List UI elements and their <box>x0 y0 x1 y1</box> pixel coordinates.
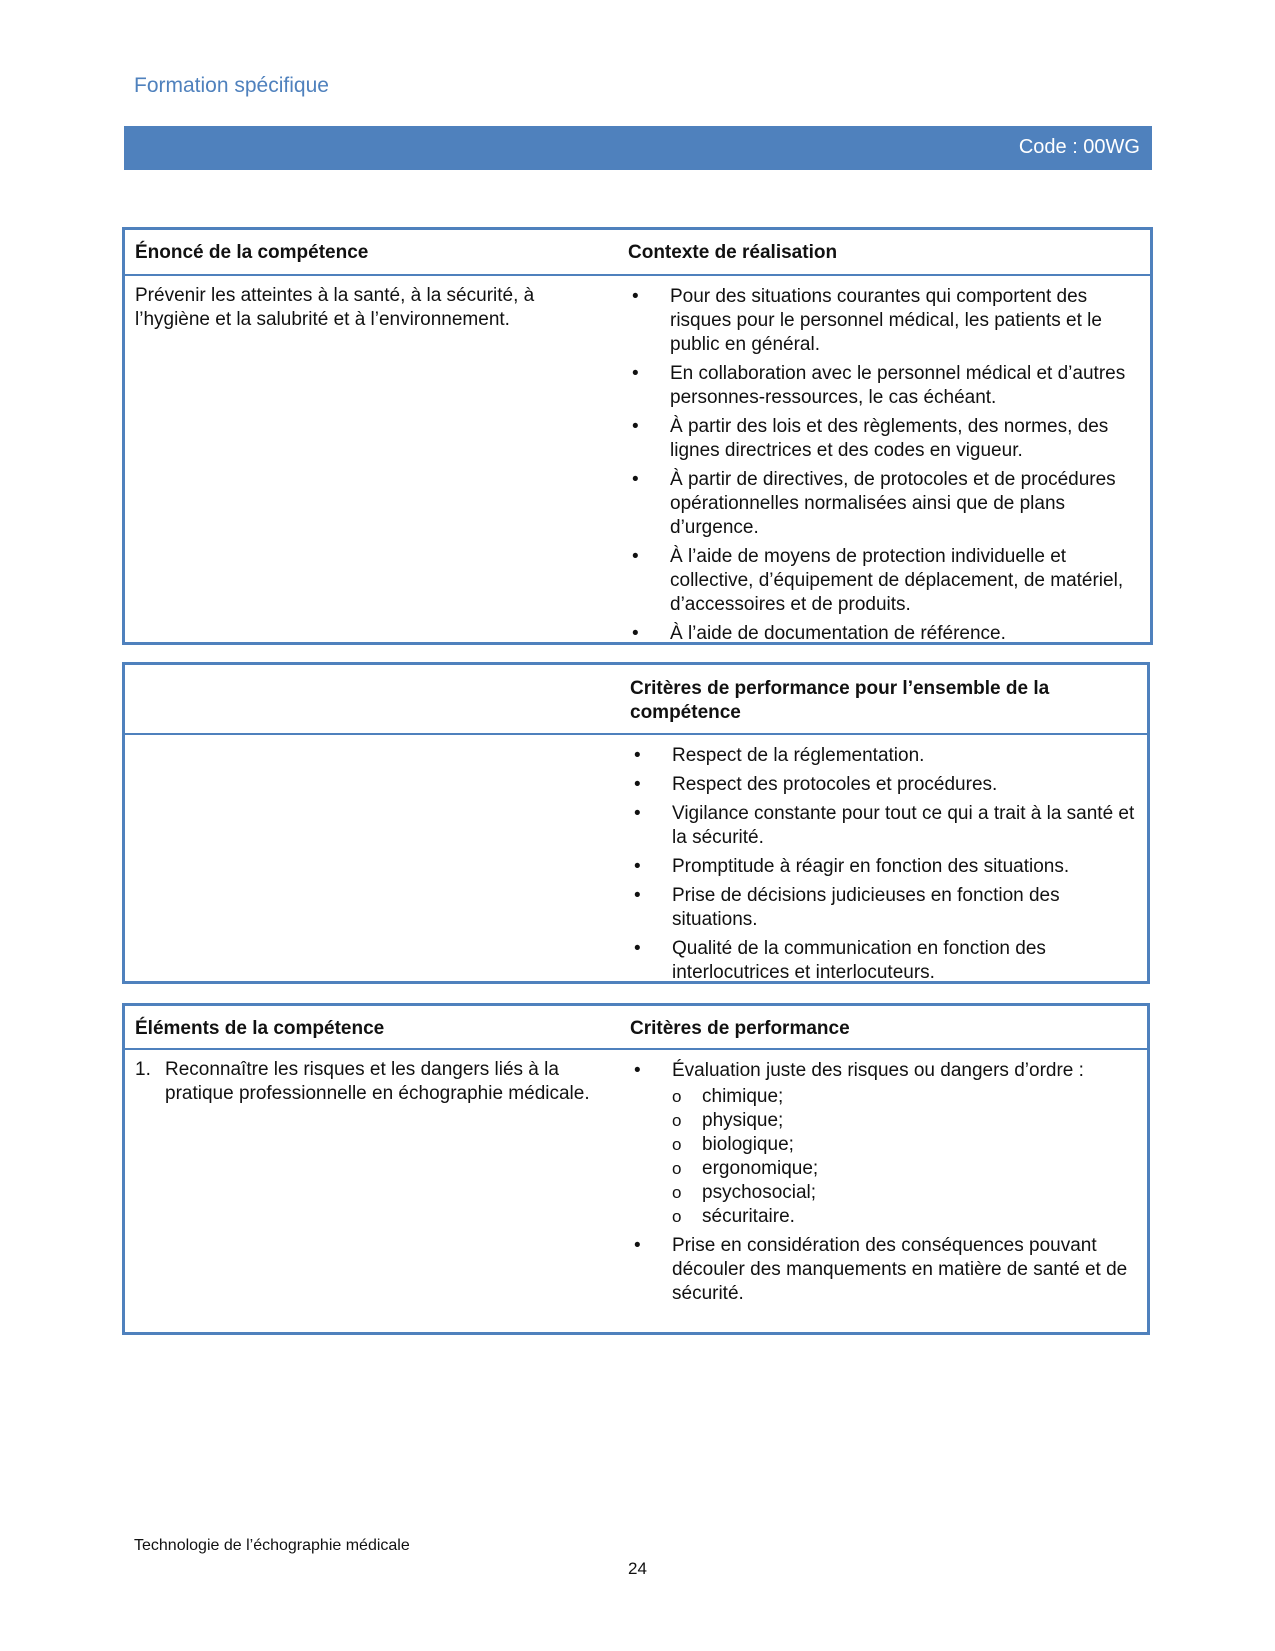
criterion-item <box>630 1059 1150 1229</box>
performance-criteria-wrapper <box>630 1059 1150 1311</box>
context-item: • À partir des lois et des règlements, des normes, des lignes directrices et des codes en vigueur. <box>628 415 1148 463</box>
page-number: 24 <box>628 1559 647 1578</box>
footer-program-name: Technologie de l’échographie médicale <box>134 1537 410 1554</box>
risk-type-item: o biologique; <box>672 1133 1150 1157</box>
risk-type-item: o sécuritaire. <box>672 1205 1150 1229</box>
overall-criterion-item: • Respect de la réglementation. <box>630 744 1150 768</box>
criterion-item <box>630 1234 1150 1306</box>
overall-criteria-wrapper <box>630 744 1150 990</box>
overall-criteria-list <box>630 744 1150 985</box>
criteria-header: Critères de performance <box>630 1018 850 1039</box>
risk-type-item: o chimique; <box>672 1085 1150 1109</box>
element-number: 1. <box>135 1059 151 1080</box>
context-item: • À partir de directives, de protocoles et de procédures opérationnelles normalisées ainsi que de plans d’urgence. <box>628 468 1148 540</box>
element-text: Reconnaître les risques et les dangers liés à la pratique professionnelle en échographie médicale. <box>165 1059 590 1104</box>
risk-type-item: o ergonomique; <box>672 1157 1150 1181</box>
competency-statement-table <box>122 227 1153 645</box>
context-item: • À l’aide de documentation de référence. <box>628 622 1148 646</box>
overall-criteria-header: Critères de performance pour l’ensemble de la compétence <box>630 678 1050 723</box>
elements-criteria-table <box>122 1003 1150 1335</box>
overall-criterion-item: • Promptitude à réagir en fonction des situations. <box>630 855 1150 879</box>
criterion-text: Prise en considération des conséquences pouvant découler des manquements en matière de santé et de sécurité. <box>672 1235 1128 1304</box>
overall-criterion-item: • Prise de décisions judicieuses en fonction des situations. <box>630 884 1150 932</box>
code-bar <box>124 126 1152 170</box>
context-item: • Pour des situations courantes qui comportent des risques pour le personnel médical, les patients et le public en général. <box>628 285 1148 357</box>
elements-list <box>135 1058 595 1106</box>
table-header-row <box>125 1006 1147 1050</box>
overall-criteria-table <box>122 662 1150 984</box>
context-item: • À l’aide de moyens de protection individuelle et collective, d’équipement de déplacement, de matériel, d’accessoires et de produits. <box>628 545 1148 617</box>
element-item <box>135 1058 595 1106</box>
table-header-row <box>125 230 1150 276</box>
risk-type-item: o psychosocial; <box>672 1181 1150 1205</box>
performance-criteria-list <box>630 1059 1150 1306</box>
context-item: • En collaboration avec le personnel médical et d’autres personnes-ressources, le cas échéant. <box>628 362 1148 410</box>
context-list-wrapper <box>628 285 1148 651</box>
section-title: Formation spécifique <box>134 74 329 97</box>
overall-criterion-item: • Vigilance constante pour tout ce qui a trait à la santé et la sécurité. <box>630 802 1150 850</box>
statement-header: Énoncé de la compétence <box>135 242 369 263</box>
criterion-text: Évaluation juste des risques ou dangers d’ordre : <box>672 1060 1084 1081</box>
overall-criterion-item: • Qualité de la communication en fonction des interlocutrices et interlocuteurs. <box>630 937 1150 985</box>
elements-header: Éléments de la compétence <box>135 1018 385 1039</box>
overall-criterion-item: • Respect des protocoles et procédures. <box>630 773 1150 797</box>
competency-code: Code : 00WG <box>1018 136 1140 158</box>
context-list <box>628 285 1148 646</box>
table-header-row <box>125 665 1147 735</box>
competency-statement: Prévenir les atteintes à la santé, à la sécurité, à l’hygiène et la salubrité et à l’environnement. <box>135 285 535 330</box>
risk-type-list <box>672 1085 1150 1229</box>
elements-list-wrapper <box>135 1058 595 1106</box>
risk-type-item: o physique; <box>672 1109 1150 1133</box>
context-header: Contexte de réalisation <box>628 242 838 263</box>
